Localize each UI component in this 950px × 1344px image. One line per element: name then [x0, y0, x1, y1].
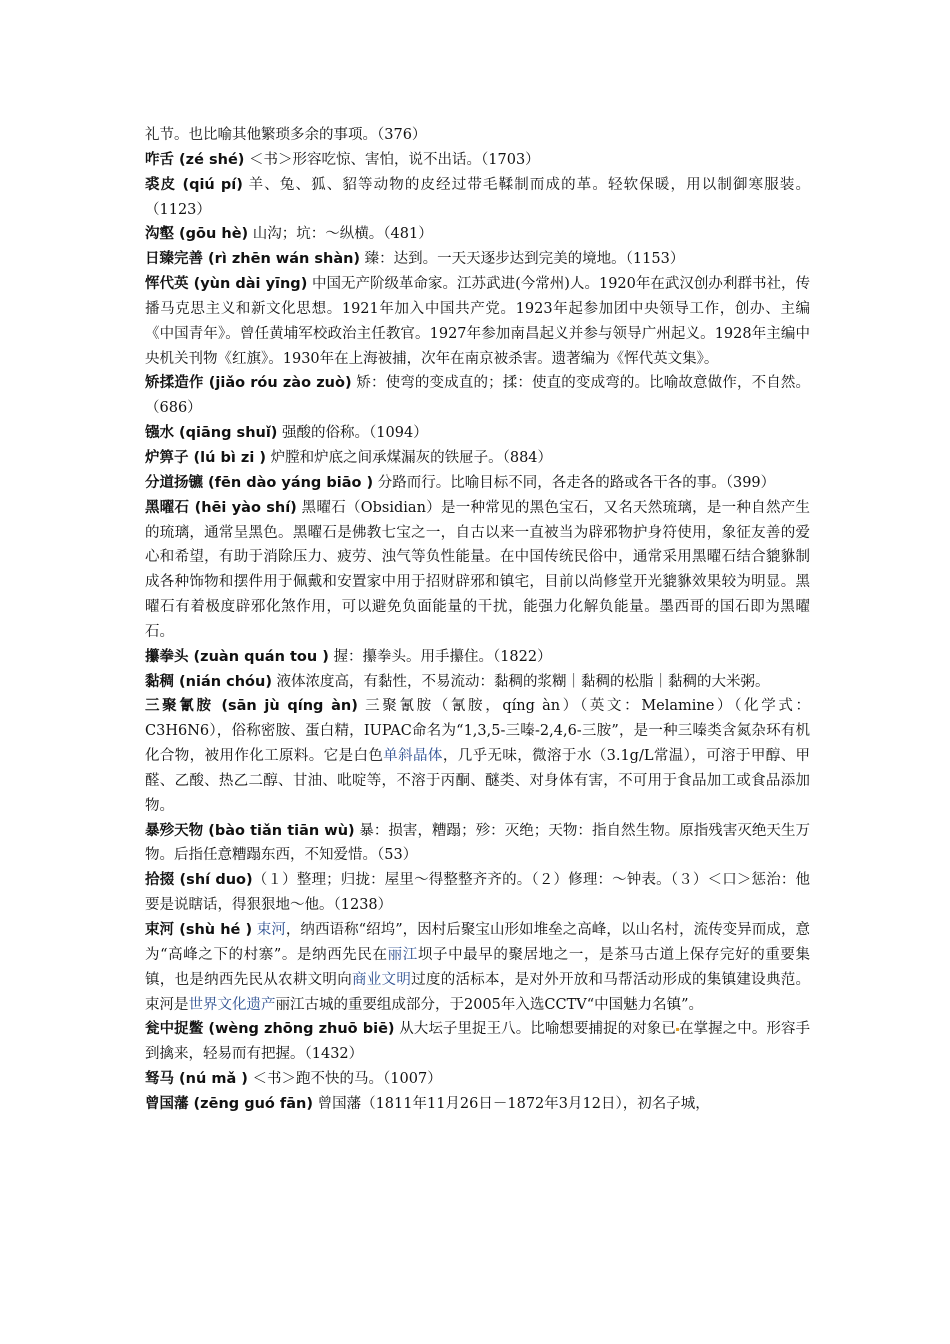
- entry-definition: 臻：达到。一天天逐步达到完美的境地。（1153）: [360, 251, 685, 268]
- entry-definition: ，纳西语称“绍坞”，因村后聚宝山形如堆垒之高峰，以山名村，流传变异而成，意为“高峰之下的村寨”。是纳西先民在: [145, 922, 811, 963]
- entry-pinyin: (qiú pí): [176, 176, 243, 193]
- entry-pinyin: (shù hé ): [174, 922, 253, 938]
- entry-definition: 过度的活标本，是对外开放和马帮活动形成的集镇建设典范。束河是: [145, 971, 811, 1013]
- entry-definition: 强酸的俗称。（1094）: [277, 425, 428, 442]
- dictionary-entry: [145, 645, 810, 670]
- entry-definition: （１）整理；归拢：屋里～得整整齐齐的。（２）修理：～钟表。（３）＜口＞惩治：他要是说瞎话，得狠狠地～他。（1238）: [145, 872, 811, 914]
- entry-headword: 日臻完善: [145, 251, 203, 268]
- entry-headword: 黑曜石: [145, 499, 190, 516]
- entry-definition: ，几乎无味，微溶于水（3.1g/L常温），可溶于甲醇、甲醛、乙酸、热乙二醇、甘油、吡啶等，不溶于丙酮、醚类、对身体有害，不可用于食品加工或食品添加物。: [145, 748, 811, 814]
- entry-pinyin: (nú mǎ ): [174, 1071, 248, 1088]
- entry-headword: 瓮中捉鳖: [145, 1021, 204, 1038]
- entry-pinyin: (zuàn quán tou ): [188, 648, 329, 665]
- entry-headword: 黏稠: [145, 673, 174, 690]
- dictionary-entry: [145, 1017, 810, 1067]
- entry-pinyin: (hēi yào shí): [189, 499, 297, 516]
- entry-pinyin: (bào tiǎn tiān wù): [203, 822, 355, 839]
- entry-pinyin: (fēn dào yáng biāo ): [203, 474, 374, 491]
- entry-headword: 分道扬镳: [145, 474, 203, 491]
- entry-definition: 炉膛和炉底之间承煤漏灰的铁屉子。（884）: [266, 449, 553, 466]
- entry-pinyin: (jiǎo róu zào zuò): [203, 375, 352, 392]
- entry-definition: 曾国藩（1811年11月26日－1872年3月12日），初名子城，: [312, 1095, 710, 1112]
- entry-definition: 礼节。也比喻其他繁琐多余的事项。（376）: [145, 127, 427, 143]
- entry-definition: 山沟；坑：～纵横。（481）: [248, 226, 433, 243]
- entry-definition: ＜书＞跑不快的马。（1007）: [247, 1071, 442, 1088]
- entry-definition: 矫：使弯的变成直的；揉：使直的变成弯的。比喻故意做作，不自然。（686）: [145, 375, 811, 417]
- entry-pinyin: (shí duo): [174, 872, 253, 889]
- entry-pinyin: (lú bì zi ): [188, 449, 266, 466]
- dictionary-entry: [145, 670, 810, 695]
- dictionary-entry: [145, 1092, 810, 1117]
- entry-headword: 裘皮: [145, 176, 177, 193]
- entry-pinyin: (yùn dài yīng): [188, 276, 308, 293]
- entry-definition: 中国无产阶级革命家。江苏武进(今常州)人。1920年在武汉创办利群书社，传播马克思主义和新文化思想。1921年加入中国共产党。1923年起参加团中央领导工作，创办、主编《中国青年》。曾任黄埔军校政治主任教官。1927年参加南昌起义并参与领导广州起义。1928年主编中央机关刊物《红旗》。1930年在上海被捕，次年在南京被杀害。遗著编为《恽代英文集》。: [145, 276, 810, 367]
- dictionary-entry: [145, 868, 810, 918]
- entry-definition: ＜书＞形容吃惊、害怕，说不出话。（1703）: [244, 151, 540, 168]
- entry-headword: 攥拳头: [145, 648, 189, 665]
- entry-headword: 镪水: [145, 425, 174, 442]
- dictionary-entry: [145, 123, 810, 148]
- dictionary-entry: [145, 272, 810, 371]
- dictionary-entry: [145, 148, 810, 173]
- entry-headword: 三聚氰胺: [145, 698, 214, 715]
- entry-definition: 分路而行。比喻目标不同，各走各的路或各干各的事。（399）: [373, 474, 776, 491]
- dictionary-entry: [145, 819, 810, 869]
- dictionary-entry: [145, 371, 810, 421]
- entry-definition: 从大坛子里捉王八。比喻想要捕捉的对象已: [394, 1021, 676, 1038]
- entry-definition: 握：攥拳头。用手攥住。（1822）: [328, 648, 552, 665]
- entry-pinyin: (zēng guó fān): [188, 1095, 313, 1112]
- entry-headword: 驽马: [145, 1071, 174, 1088]
- entry-headword: 沟壑: [145, 226, 174, 243]
- dictionary-entry: [145, 496, 810, 645]
- entry-link[interactable]: 单斜晶体: [383, 748, 443, 765]
- entry-definition: 在掌握之中。形容手到擒来，轻易而有把握。（1432）: [145, 1021, 811, 1063]
- entry-headword: 矫揉造作: [145, 375, 204, 392]
- entry-link[interactable]: 世界文化遗产: [188, 996, 276, 1013]
- entry-definition: 三聚氰胺（氰胺，qíng àn）（英文：Melamine）（化学式：C3H6N6），俗称密胺、蛋白精，IUPAC命名为“1,3,5-三嗪-2,4,6-三胺”，是一种三嗪类含氮杂环有机化合物，被用作化工原料。它是白色: [145, 698, 811, 765]
- entry-link[interactable]: 束河: [256, 922, 286, 938]
- entry-pinyin: (nián chóu): [174, 673, 272, 690]
- dictionary-entry: [145, 918, 810, 1017]
- entry-headword: 炉箅子: [145, 449, 189, 466]
- entry-definition: 丽江古城的重要组成部分，于2005年入选CCTV“中国魅力名镇”。: [275, 996, 704, 1013]
- dictionary-entry: [145, 1067, 810, 1092]
- entry-headword: 咋舌: [145, 151, 174, 168]
- entry-pinyin: (zé shé): [174, 151, 245, 168]
- entry-link[interactable]: 商业文明: [351, 971, 412, 988]
- dictionary-entry: [145, 173, 810, 223]
- dictionary-entry: [145, 694, 810, 818]
- entry-pinyin: (wèng zhōng zhuō biē): [203, 1021, 395, 1038]
- entry-headword: 恽代英: [145, 276, 189, 293]
- dictionary-entry: [145, 446, 810, 471]
- dictionary-entry: [145, 421, 810, 446]
- entry-pinyin: (qiāng shuǐ): [174, 425, 278, 442]
- entry-pinyin: (rì zhēn wán shàn): [203, 251, 361, 268]
- entry-definition: 暴：损害，糟蹋；殄：灭绝；天物：指自然生物。原指残害灭绝天生万物。后指任意糟蹋东西，不知爱惜。（53）: [145, 822, 811, 864]
- entry-definition: 坝子中最早的聚居地之一，是茶马古道上保存完好的重要集镇，也是纳西先民从农耕文明向: [145, 946, 811, 988]
- entry-definition: 羊、兔、狐、貂等动物的皮经过带毛鞣制而成的革。轻软保暖，用以制御寒服装。（1123）: [145, 176, 811, 218]
- dictionary-entry: [145, 471, 810, 496]
- dictionary-page: [145, 123, 810, 1117]
- entry-definition: 黑曜石（Obsidian）是一种常见的黑色宝石，又名天然琉璃，是一种自然产生的琉璃，通常呈黑色。黑曜石是佛教七宝之一，自古以来一直被当为辟邪物护身符使用，象征友善的爱心和希望，有助于消除压力、疲劳、浊气等负性能量。在中国传统民俗中，通常采用黑曜石结合貔貅制成各种饰物和摆件用于佩戴和安置家中用于招财辟邪和镇宅，目前以尚修堂开光貔貅效果较为明显。黑曜石有着极度辟邪化煞作用，可以避免负面能量的干扰，能强力化解负能量。墨西哥的国石即为黑曜石。: [145, 499, 810, 640]
- entry-headword: 曾国藩: [145, 1095, 189, 1112]
- entry-pinyin: (gōu hè): [174, 226, 249, 243]
- dictionary-entry: [145, 222, 810, 247]
- entry-headword: 拾掇: [145, 872, 175, 889]
- entry-pinyin: (sān jù qíng àn): [213, 698, 358, 715]
- dictionary-entry: [145, 247, 810, 272]
- entry-headword: 束河: [145, 922, 175, 938]
- entry-definition: 液体浓度高，有黏性，不易流动：黏稠的浆糊｜黏稠的松脂｜黏稠的大米粥。: [271, 673, 770, 690]
- entry-link[interactable]: 丽江: [387, 946, 418, 963]
- entry-headword: 暴殄天物: [145, 822, 204, 839]
